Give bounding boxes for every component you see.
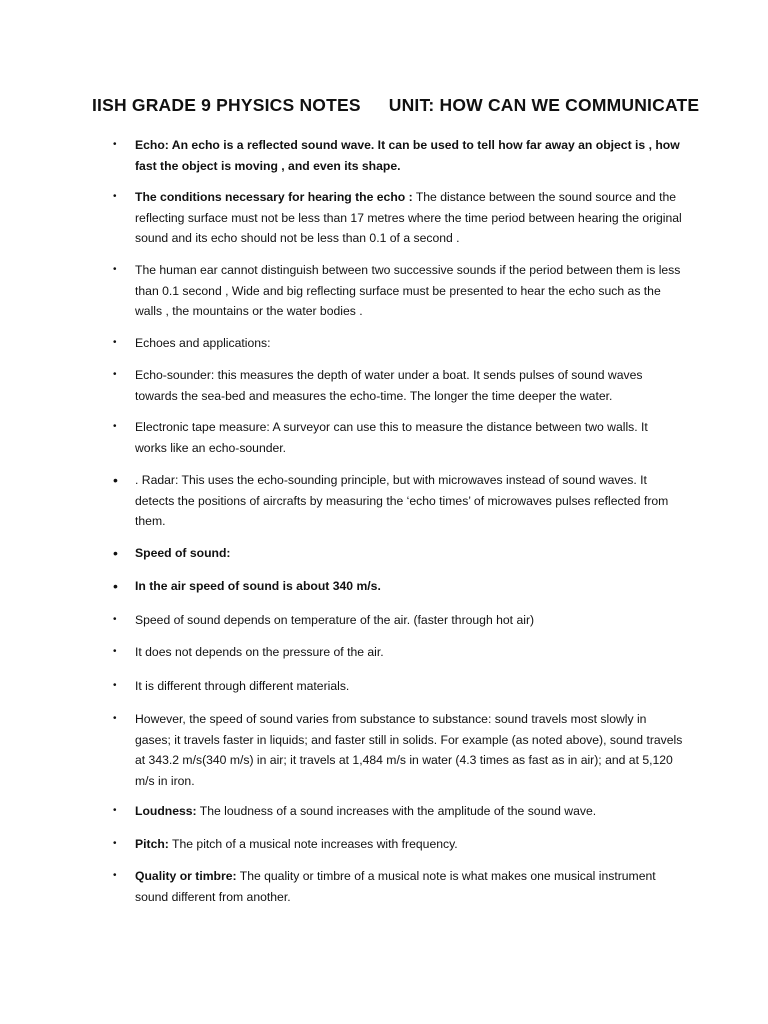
item-text: Speed of sound depends on temperature of the air. (faster through hot air) xyxy=(135,613,535,627)
bullet: • xyxy=(113,646,117,657)
item-text: The quality or timbre of a musical note is what makes one musical instrument sound different from another. xyxy=(135,869,656,904)
item-bold-text: Speed of sound: xyxy=(135,546,231,560)
bullet: • xyxy=(113,139,117,150)
item-text: However, the speed of sound varies from substance to substance: sound travels most slowly in gases; it travels faster in liquids; and faster still in solids. For example (as noted above), sound travels at 343.2 m/s(340 m/s) in air; it travels at 1,484 m/s in water (4.3 times as fast as in air); and at 5,120 m/s in iron. xyxy=(135,712,683,788)
item-text: It is different through different materials. xyxy=(135,679,350,693)
item-bold-text: Loudness: xyxy=(135,804,197,818)
list-item xyxy=(113,610,683,631)
item-text: The distance between the sound source and the reflecting surface must not be less than 17 metres where the time period between hearing the original sound and its echo should not be less than 0.1 of a second . xyxy=(135,190,682,245)
bullet: • xyxy=(113,578,118,594)
bullet: • xyxy=(113,191,117,202)
bullet: • xyxy=(113,680,117,691)
item-text: The pitch of a musical note increases with frequency. xyxy=(168,837,458,851)
list-item xyxy=(113,866,683,907)
list-item xyxy=(113,365,683,406)
list-item xyxy=(113,470,683,532)
title-right: UNIT: HOW CAN WE COMMUNICATE xyxy=(388,95,700,115)
item-bold-text: The conditions necessary for hearing the echo : xyxy=(135,190,413,204)
item-text: It does not depends on the pressure of the air. xyxy=(135,645,384,659)
bullet: • xyxy=(113,264,117,275)
item-text: Echo-sounder: this measures the depth of water under a boat. It sends pulses of sound waves towards the sea-bed and measures the echo-time. The longer the time deeper the water. xyxy=(135,368,643,403)
bullet: • xyxy=(113,369,117,380)
list-item xyxy=(113,642,683,663)
title-left: IISH GRADE 9 PHYSICS NOTES xyxy=(92,95,361,115)
bullet: • xyxy=(113,472,118,488)
page-title xyxy=(92,95,752,116)
list-item xyxy=(113,333,683,354)
bullet: • xyxy=(113,805,117,816)
bullet: • xyxy=(113,545,118,561)
bullet: • xyxy=(113,713,117,724)
item-bold-text: Quality or timbre: xyxy=(135,869,237,883)
bullet: • xyxy=(113,337,117,348)
list-item xyxy=(113,187,683,249)
bullet: • xyxy=(113,614,117,625)
list-item xyxy=(113,135,683,176)
item-bold-text: In the air speed of sound is about 340 m/s. xyxy=(135,579,381,593)
item-bold-text: Echo: An echo is a reflected sound wave. It can be used to tell how far away an object is , how fast the object is moving , and even its shape. xyxy=(135,138,680,173)
list-item xyxy=(113,709,683,791)
list-item xyxy=(113,543,683,564)
list-item xyxy=(113,260,683,322)
list-item xyxy=(113,417,683,458)
bullet: • xyxy=(113,838,117,849)
item-text: Electronic tape measure: A surveyor can use this to measure the distance between two walls. It works like an echo-sounder. xyxy=(135,420,648,455)
item-text: The loudness of a sound increases with the amplitude of the sound wave. xyxy=(196,804,597,818)
bullet: • xyxy=(113,870,117,881)
list-item xyxy=(113,801,683,822)
item-text: The human ear cannot distinguish between two successive sounds if the period between them is less than 0.1 second , Wide and big reflecting surface must be presented to hear the echo such as the walls , the mountains or the water bodies . xyxy=(135,263,681,318)
item-bold-text: Pitch: xyxy=(135,837,169,851)
item-text: Echoes and applications: xyxy=(135,336,271,350)
item-text: . Radar: This uses the echo-sounding principle, but with microwaves instead of sound waves. It detects the positions of aircrafts by measuring the ‘echo times’ of microwaves pulses reflected from them. xyxy=(135,473,669,528)
bullet: • xyxy=(113,421,117,432)
list-item xyxy=(113,676,683,697)
list-item xyxy=(113,834,683,855)
list-item xyxy=(113,576,683,597)
